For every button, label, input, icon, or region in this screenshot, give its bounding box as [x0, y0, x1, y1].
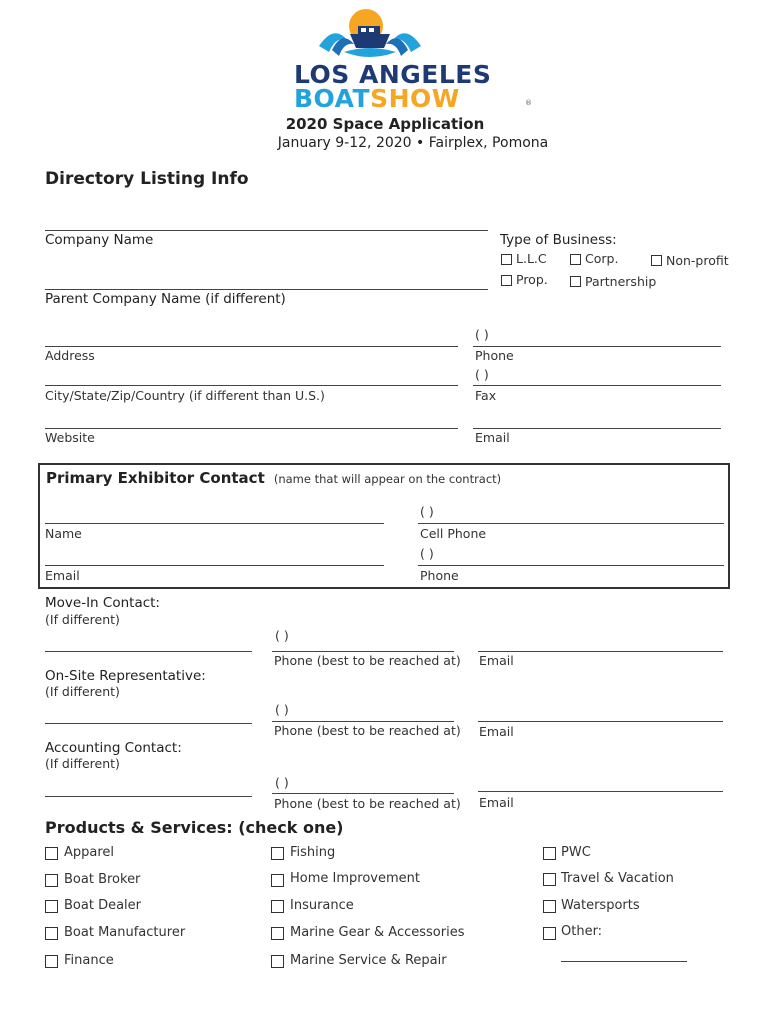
product-travel-vacation: Travel & Vacation — [561, 871, 674, 886]
accounting-area-code: ( ) — [275, 775, 289, 790]
onsite-phone-label: Phone (best to be reached at) — [274, 723, 461, 738]
cell-area-code: ( ) — [420, 504, 434, 519]
other-specify-field[interactable] — [561, 961, 687, 962]
product-finance: Finance — [64, 953, 114, 968]
phone-field[interactable] — [473, 346, 721, 347]
address-field[interactable] — [45, 346, 458, 347]
primary-email-label: Email — [45, 568, 80, 583]
type-of-business-label: Type of Business: — [500, 232, 617, 248]
onsite-label: On-Site Representative: — [45, 668, 206, 684]
company-name-label: Company Name — [45, 232, 154, 248]
checkbox-home-improvement[interactable] — [271, 874, 284, 887]
product-apparel: Apparel — [64, 845, 115, 860]
onsite-email-field[interactable] — [478, 721, 723, 722]
onsite-if-different: (If different) — [45, 684, 120, 699]
product-home-improvement: Home Improvement — [290, 871, 420, 886]
logo-boat-text: BOAT — [294, 84, 371, 113]
email-field[interactable] — [473, 428, 721, 429]
cell-phone-label: Cell Phone — [420, 526, 487, 541]
directory-heading: Directory Listing Info — [45, 169, 249, 189]
movein-email-field[interactable] — [478, 651, 723, 652]
product-boat-dealer: Boat Dealer — [64, 898, 141, 913]
accounting-label: Accounting Contact: — [45, 740, 182, 756]
onsite-phone-field[interactable] — [272, 721, 454, 722]
product-insurance: Insurance — [290, 898, 354, 913]
product-pwc: PWC — [561, 845, 591, 860]
primary-phone-area-code: ( ) — [420, 546, 434, 561]
checkbox-watersports[interactable] — [543, 900, 556, 913]
primary-name-field[interactable] — [45, 523, 384, 524]
business-prop-label: Prop. — [516, 272, 548, 287]
form-subtitle: January 9-12, 2020 • Fairplex, Pomona — [277, 135, 549, 151]
accounting-email-field[interactable] — [478, 791, 723, 792]
accounting-email-label: Email — [479, 795, 514, 810]
phone-area-code: ( ) — [475, 327, 489, 342]
checkbox-nonprofit[interactable] — [651, 255, 662, 266]
business-llc-label: L.L.C — [516, 251, 547, 266]
checkbox-marine-service[interactable] — [271, 955, 284, 968]
checkbox-apparel[interactable] — [45, 847, 58, 860]
fax-label: Fax — [475, 388, 497, 403]
onsite-name-field[interactable] — [45, 723, 252, 724]
checkbox-llc[interactable] — [501, 254, 512, 265]
checkbox-marine-gear[interactable] — [271, 927, 284, 940]
primary-contact-header — [46, 468, 501, 487]
checkbox-finance[interactable] — [45, 955, 58, 968]
business-nonprofit-label: Non-profit — [666, 253, 729, 268]
logo-text-top: LOS ANGELES — [294, 60, 492, 89]
fax-field[interactable] — [473, 385, 721, 386]
primary-name-label: Name — [45, 526, 82, 541]
parent-company-field[interactable] — [45, 289, 488, 290]
accounting-phone-label: Phone (best to be reached at) — [274, 796, 461, 811]
product-other: Other: — [561, 924, 603, 939]
address-label: Address — [45, 348, 95, 363]
products-heading: Products & Services: (check one) — [45, 818, 344, 837]
checkbox-boat-manufacturer[interactable] — [45, 927, 58, 940]
checkbox-corp[interactable] — [570, 254, 581, 265]
logo-show-text: SHOW — [370, 84, 460, 113]
primary-contact-heading: Primary Exhibitor Contact — [46, 469, 265, 487]
checkbox-other[interactable] — [543, 927, 556, 940]
movein-phone-field[interactable] — [272, 651, 454, 652]
product-marine-service: Marine Service & Repair — [290, 953, 447, 968]
checkbox-fishing[interactable] — [271, 847, 284, 860]
accounting-if-different: (If different) — [45, 756, 120, 771]
checkbox-pwc[interactable] — [543, 847, 556, 860]
checkbox-prop[interactable] — [501, 275, 512, 286]
primary-phone-label: Phone — [420, 568, 459, 583]
parent-company-label: Parent Company Name (if different) — [45, 291, 286, 307]
phone-label: Phone — [475, 348, 514, 363]
movein-name-field[interactable] — [45, 651, 252, 652]
email-label: Email — [475, 430, 510, 445]
primary-contact-note: (name that will appear on the contract) — [273, 472, 502, 486]
checkbox-travel-vacation[interactable] — [543, 873, 556, 886]
checkbox-boat-dealer[interactable] — [45, 900, 58, 913]
logo-text-bottom — [294, 84, 460, 113]
city-label: City/State/Zip/Country (if different than U.S.) — [45, 388, 325, 403]
company-name-field[interactable] — [45, 230, 488, 231]
accounting-phone-field[interactable] — [272, 793, 454, 794]
fax-area-code: ( ) — [475, 367, 489, 382]
business-partnership-label: Partnership — [585, 274, 657, 289]
checkbox-insurance[interactable] — [271, 900, 284, 913]
business-corp-label: Corp. — [585, 251, 619, 266]
website-field[interactable] — [45, 428, 458, 429]
city-field[interactable] — [45, 385, 458, 386]
movein-label: Move-In Contact: — [45, 595, 160, 611]
product-marine-gear: Marine Gear & Accessories — [290, 925, 465, 940]
form-title: 2020 Space Application — [285, 115, 485, 133]
accounting-name-field[interactable] — [45, 796, 252, 797]
product-boat-manufacturer: Boat Manufacturer — [64, 925, 186, 940]
movein-area-code: ( ) — [275, 628, 289, 643]
product-boat-broker: Boat Broker — [64, 872, 141, 887]
product-fishing: Fishing — [290, 845, 336, 860]
boat-splash-icon — [314, 6, 426, 64]
primary-email-field[interactable] — [45, 565, 384, 566]
onsite-area-code: ( ) — [275, 702, 289, 717]
logo-trademark: ® — [525, 99, 532, 107]
cell-phone-field[interactable] — [418, 523, 724, 524]
movein-if-different: (If different) — [45, 612, 120, 627]
product-watersports: Watersports — [561, 898, 640, 913]
movein-phone-label: Phone (best to be reached at) — [274, 653, 461, 668]
primary-phone-field[interactable] — [418, 565, 724, 566]
website-label: Website — [45, 430, 95, 445]
movein-email-label: Email — [479, 653, 514, 668]
onsite-email-label: Email — [479, 724, 514, 739]
checkbox-partnership[interactable] — [570, 276, 581, 287]
checkbox-boat-broker[interactable] — [45, 874, 58, 887]
